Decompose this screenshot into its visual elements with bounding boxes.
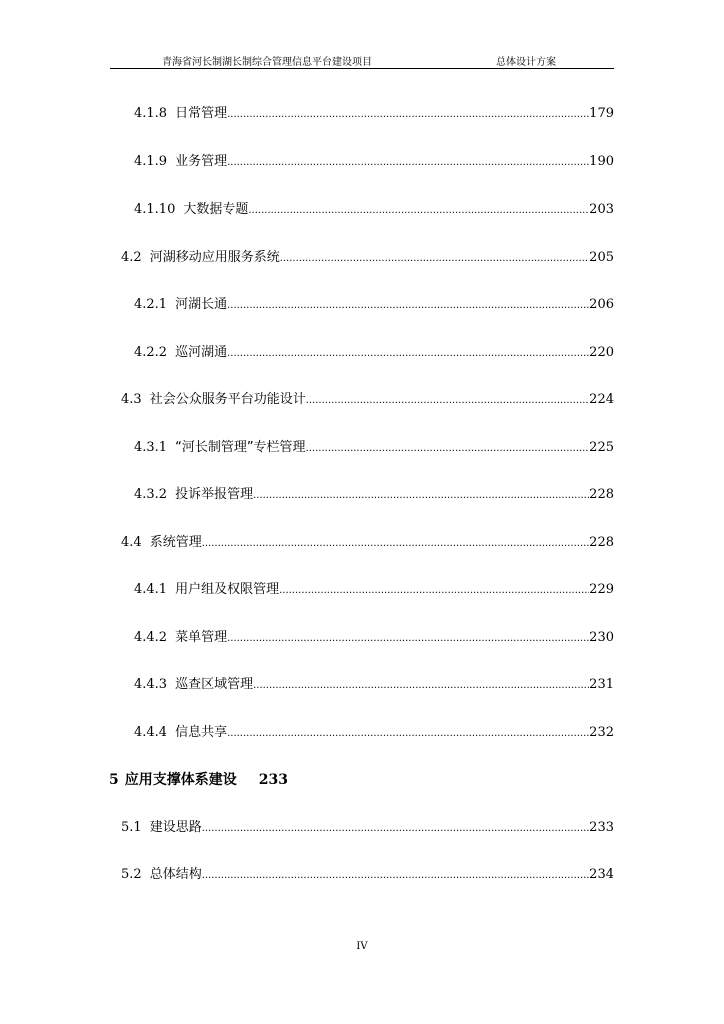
toc-entry-title: 信息共享 <box>175 725 228 740</box>
toc-leader-dots <box>248 202 589 220</box>
toc-entry-4-3-2[interactable] <box>134 486 614 504</box>
toc-entry-4-4-3[interactable] <box>134 676 614 694</box>
toc-entry-page: 232 <box>589 725 614 740</box>
toc-entry-number: 4.1.9 <box>134 154 168 169</box>
toc-leader-dots <box>279 582 589 600</box>
toc-entry-title: 业务管理 <box>175 154 228 169</box>
toc-chapter-page: 233 <box>258 772 288 788</box>
toc-leader-dots <box>306 392 589 410</box>
toc-entry-number: 5.1 <box>121 820 142 835</box>
toc-entry-page: 224 <box>589 392 614 407</box>
toc-entry-page: 233 <box>589 820 614 835</box>
toc-entry-number: 4.3.1 <box>134 440 168 455</box>
toc-leader-dots <box>253 677 589 695</box>
toc-entry-title: 巡河湖通 <box>175 345 228 360</box>
toc-entry-4-4-4[interactable] <box>134 724 614 742</box>
toc-entry-number: 4.1.8 <box>134 106 168 121</box>
toc-chapter-number: 5 <box>109 772 119 788</box>
toc-entry-page: 229 <box>589 582 614 597</box>
toc-leader-dots <box>227 725 589 743</box>
toc-entry-page: 206 <box>589 297 614 312</box>
toc-entry-4-3[interactable] <box>121 391 614 409</box>
toc-entry-page: 231 <box>589 677 614 692</box>
toc-entry-title: 投诉举报管理 <box>175 487 254 502</box>
toc-leader-dots <box>202 820 589 838</box>
toc-leader-dots <box>227 106 589 124</box>
toc-entry-title: 总体结构 <box>149 867 202 882</box>
toc-leader-dots <box>227 630 589 648</box>
toc-entry-title: 用户组及权限管理 <box>175 582 280 597</box>
toc-entry-4-1-9[interactable] <box>134 153 614 171</box>
toc-entry-number: 4.2 <box>121 250 142 265</box>
toc-entry-5-1[interactable] <box>121 819 614 837</box>
page-header <box>110 50 614 69</box>
toc-entry-title: 大数据专题 <box>183 202 249 217</box>
toc-entry-title: 河湖长通 <box>175 297 228 312</box>
toc-entry-number: 4.4.4 <box>134 725 168 740</box>
toc-leader-dots <box>202 535 589 553</box>
toc-leader-dots <box>306 440 590 458</box>
toc-entry-number: 4.3.2 <box>134 487 168 502</box>
toc-entry-5-2[interactable] <box>121 866 614 884</box>
toc-entry-page: 203 <box>589 202 614 217</box>
toc-entry-page: 220 <box>589 345 614 360</box>
toc-leader-dots <box>280 250 589 268</box>
page-footer <box>0 941 724 952</box>
toc-entry-title: 系统管理 <box>149 535 202 550</box>
toc-leader-dots <box>227 154 589 172</box>
toc-entry-page: 230 <box>589 630 614 645</box>
toc-entry-page: 190 <box>589 154 614 169</box>
toc-entry-number: 4.2.2 <box>134 345 168 360</box>
toc-entry-title: 建设思路 <box>149 820 202 835</box>
toc-entry-page: 225 <box>589 440 614 455</box>
toc-entry-number: 5.2 <box>121 867 142 882</box>
toc-entry-title: 社会公众服务平台功能设计 <box>149 392 306 407</box>
toc-entry-title: 巡查区域管理 <box>175 677 254 692</box>
toc-leader-dots <box>202 867 589 885</box>
toc-leader-dots <box>227 297 589 315</box>
toc-entry-4-2-2[interactable] <box>134 344 614 362</box>
toc-entry-title: 日常管理 <box>175 106 228 121</box>
toc-entry-title: “河长制管理”专栏管理 <box>175 440 306 455</box>
toc-entry-4-2[interactable] <box>121 249 614 267</box>
toc-entry-4-1-10[interactable] <box>134 201 614 219</box>
toc-entry-4-4[interactable] <box>121 534 614 552</box>
toc-entry-page: 228 <box>589 535 614 550</box>
toc-entry-page: 179 <box>589 106 614 121</box>
toc-entry-4-4-1[interactable] <box>134 581 614 599</box>
header-project-title: 青海省河长制湖长制综合管理信息平台建设项目 <box>162 57 372 68</box>
toc-entry-number: 4.4 <box>121 535 142 550</box>
page-number: IV <box>356 941 368 952</box>
toc-entry-title: 河湖移动应用服务系统 <box>149 250 280 265</box>
toc-entry-4-2-1[interactable] <box>134 296 614 314</box>
toc-entry-4-4-2[interactable] <box>134 629 614 647</box>
toc-entry-page: 205 <box>589 250 614 265</box>
toc-entry-number: 4.3 <box>121 392 142 407</box>
header-document-title: 总体设计方案 <box>496 57 556 68</box>
toc-entry-number: 4.1.10 <box>134 202 176 217</box>
toc-entry-page: 234 <box>589 867 614 882</box>
toc-entry-number: 4.4.1 <box>134 582 168 597</box>
toc-leader-dots <box>253 487 589 505</box>
toc-entry-4-1-8[interactable] <box>134 105 614 123</box>
toc-entry-number: 4.4.2 <box>134 630 168 645</box>
toc-entry-title: 菜单管理 <box>175 630 228 645</box>
toc-leader-dots <box>227 345 589 363</box>
toc-entry-number: 4.2.1 <box>134 297 168 312</box>
toc-entry-page: 228 <box>589 487 614 502</box>
toc-entry-number: 4.4.3 <box>134 677 168 692</box>
toc-entry-4-3-1[interactable] <box>134 439 614 457</box>
toc-chapter-5[interactable] <box>109 770 288 790</box>
toc-chapter-title: 应用支撑体系建设 <box>124 772 237 788</box>
